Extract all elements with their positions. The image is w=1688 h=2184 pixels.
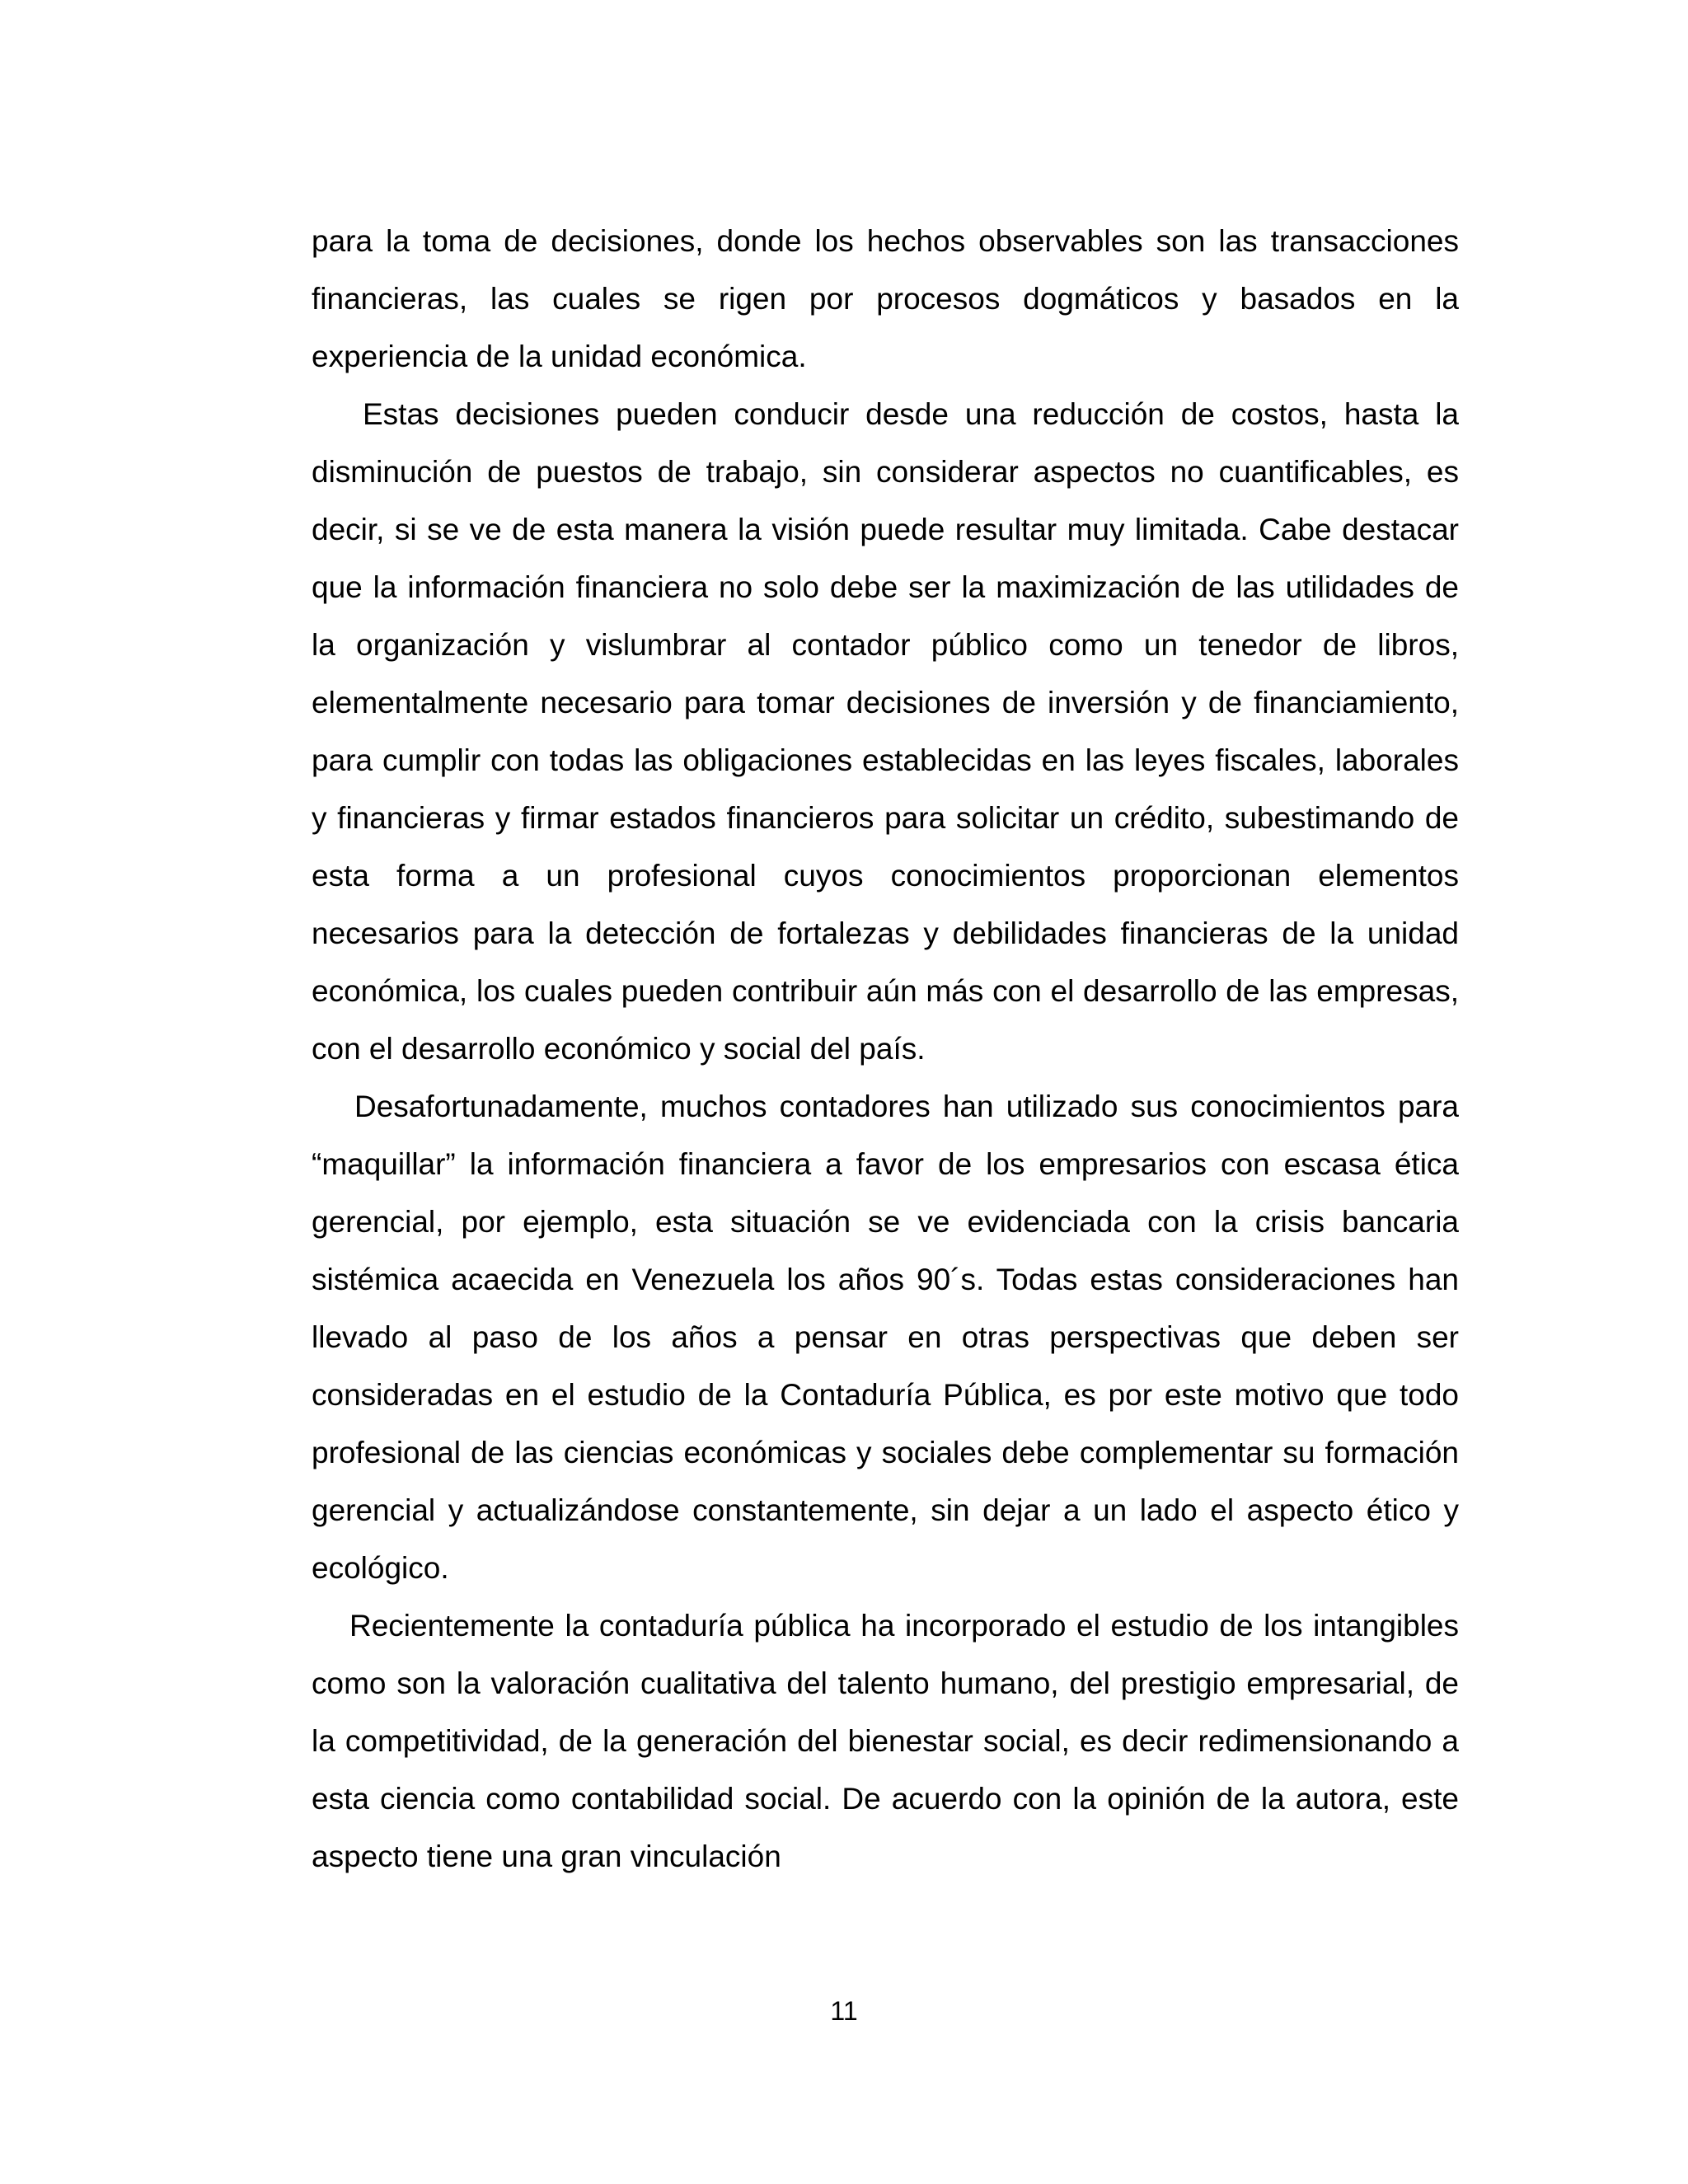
paragraph-1: para la toma de decisiones, donde los hechos observables son las transacciones financieras, las cuales se rigen por procesos dogmáticos y basados en la experiencia de la unidad económica. xyxy=(312,224,1459,373)
paragraph-2: Estas decisiones pueden conducir desde una reducción de costos, hasta la disminución de puestos de trabajo, sin considerar aspectos no cuantificables, es decir, si se ve de esta manera la visión puede resultar muy limitada. Cabe destacar que la información financiera no solo debe ser la maximización de las utilidades de la organización y vislumbrar al contador público como un tenedor de libros, elementalmente necesario para tomar decisiones de inversión y de financiamiento, para cumplir con todas las obligaciones establecidas en las leyes fiscales, laborales y financieras y firmar estados financieros para solicitar un crédito, subestimando de esta forma a un profesional cuyos conocimientos proporcionan elementos necesarios para la detección de fortalezas y debilidades financieras de la unidad económica, los cuales pueden contribuir aún más con el desarrollo de las empresas, con el desarrollo económico y social del país. xyxy=(312,397,1459,1066)
page-number: 11 xyxy=(830,1996,858,2026)
paragraph-4: Recientemente la contaduría pública ha incorporado el estudio de los intangibles como son la valoración cualitativa del talento humano, del prestigio empresarial, de la competitividad, de la generación del bienestar social, es decir redimensionando a esta ciencia como contabilidad social. De acuerdo con la opinión de la autora, este aspecto tiene una gran vinculación xyxy=(312,1609,1459,1873)
body-text-block xyxy=(312,213,1459,1886)
paragraph-3: Desafortunadamente, muchos contadores han utilizado sus conocimientos para “maquillar” la información financiera a favor de los empresarios con escasa ética gerencial, por ejemplo, esta situación se ve evidenciada con la crisis bancaria sistémica acaecida en Venezuela los años 90´s. Todas estas consideraciones han llevado al paso de los años a pensar en otras perspectivas que deben ser consideradas en el estudio de la Contaduría Pública, es por este motivo que todo profesional de las ciencias económicas y sociales debe complementar su formación gerencial y actualizándose constantemente, sin dejar a un lado el aspecto ético y ecológico. xyxy=(312,1090,1459,1585)
